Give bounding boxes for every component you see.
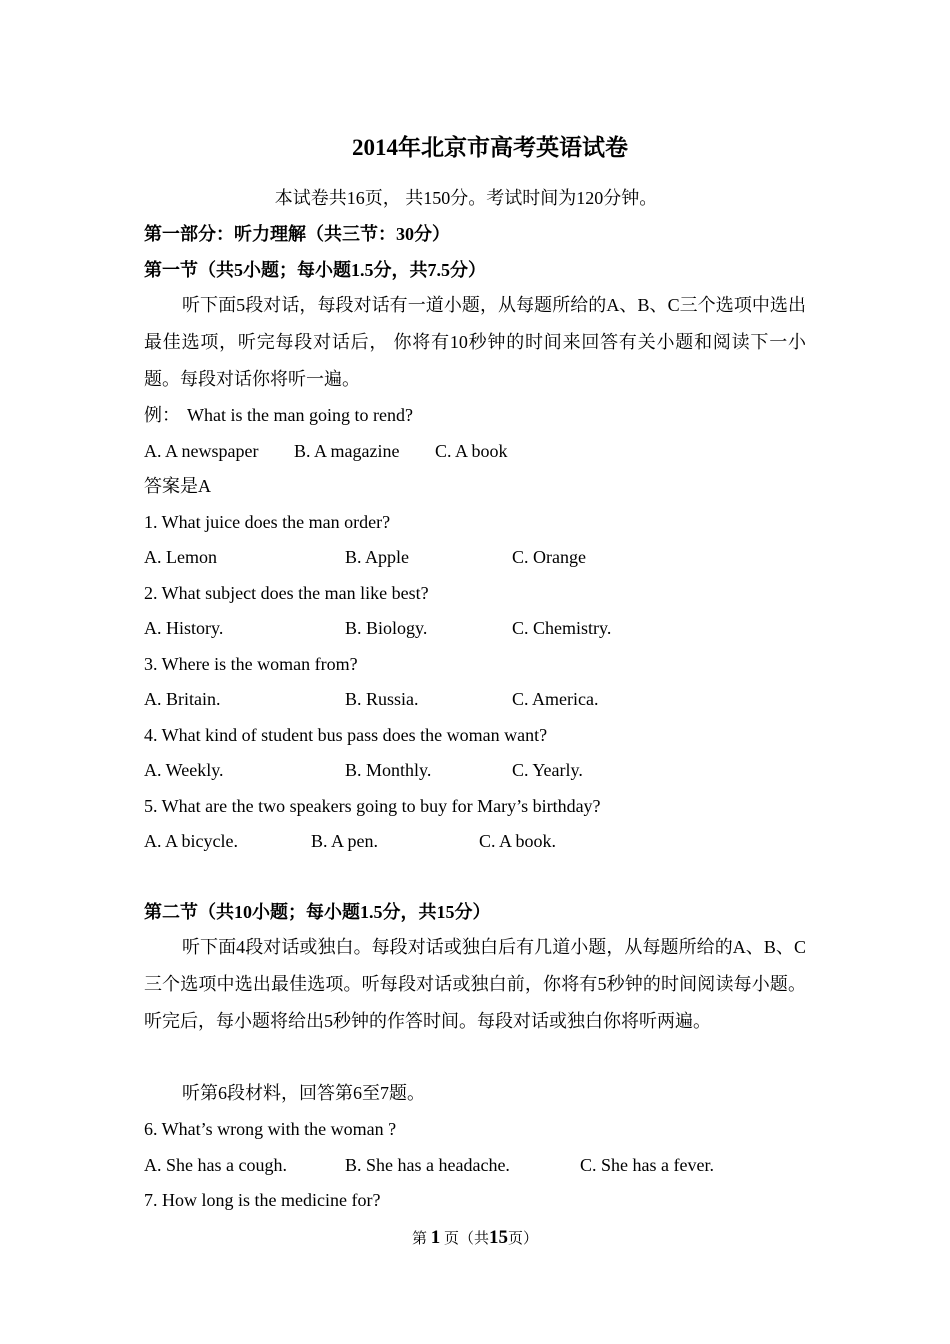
question-2: 2. What subject does the man like best? [144, 583, 429, 603]
example-answer: 答案是A [144, 476, 211, 496]
example-question: What is the man going to rend? [187, 405, 413, 425]
q6-option-c: C. She has a fever. [580, 1155, 714, 1175]
q4-option-a: A. Weekly. [144, 760, 224, 780]
footer-suffix: 页） [508, 1231, 539, 1247]
section1-instructions: 听下面5段对话，每段对话有一道小题，从每题所给的A、B、C三个选项中选出最佳选项，听完每段对话后， 你将有10秒钟的时间来回答有关小题和阅读下一小题。每段对话你将听一遍。 [144, 295, 806, 389]
q6-option-b: B. She has a headache. [345, 1155, 510, 1175]
part1-heading: 第一部分：听力理解（共三节：30分） [144, 224, 450, 244]
footer-total-pages: 15 [489, 1227, 508, 1248]
example-option-b: B. A magazine [294, 441, 400, 461]
exam-info: 本试卷共16页， 共150分。考试时间为120分钟。 [274, 188, 658, 208]
question-6: 6. What’s wrong with the woman ? [144, 1119, 397, 1139]
section2-instructions: 听下面4段对话或独白。每段对话或独白后有几道小题，从每题所给的A、B、C三个选项中选出最佳选项。听每段对话或独白前，你将有5秒钟的时间阅读每小题。听完后，每小题将给出5秒钟的作答时间。每段对话或独白你将听两遍。 [144, 937, 806, 1031]
q6-option-a: A. She has a cough. [144, 1155, 287, 1175]
q2-option-a: A. History. [144, 618, 224, 638]
question-4: 4. What kind of student bus pass does the woman want? [144, 725, 548, 745]
section2-heading: 第二节（共10小题；每小题1.5分，共15分） [144, 902, 491, 922]
q1-option-b: B. Apple [345, 547, 410, 567]
section1-heading: 第一节（共5小题；每小题1.5分，共7.5分） [144, 260, 486, 280]
page-title: 2014年北京市高考英语试卷 [352, 135, 628, 160]
question-7: 7. How long is the medicine for? [144, 1190, 381, 1210]
question-3: 3. Where is the woman from? [144, 654, 358, 674]
q3-option-a: A. Britain. [144, 689, 221, 709]
q1-option-c: C. Orange [512, 547, 586, 567]
footer-middle: 页（共 [443, 1231, 489, 1247]
page-footer [0, 1226, 950, 1251]
example-option-c: C. A book [435, 441, 508, 461]
q2-option-b: B. Biology. [345, 618, 428, 638]
example-option-a: A. A newspaper [144, 441, 259, 461]
q4-option-c: C. Yearly. [512, 760, 583, 780]
example-label: 例： [144, 405, 180, 425]
q4-option-b: B. Monthly. [345, 760, 432, 780]
q5-option-b: B. A pen. [311, 831, 379, 851]
footer-page-number: 1 [430, 1227, 441, 1248]
footer-prefix: 第 [411, 1231, 427, 1247]
material-note: 听第6段材料，回答第6至7题。 [182, 1083, 425, 1103]
question-5: 5. What are the two speakers going to buy for Mary’s birthday? [144, 796, 601, 816]
q5-option-c: C. A book. [479, 831, 557, 851]
q2-option-c: C. Chemistry. [512, 618, 612, 638]
q3-option-b: B. Russia. [345, 689, 419, 709]
q1-option-a: A. Lemon [144, 547, 217, 567]
q3-option-c: C. America. [512, 689, 599, 709]
q5-option-a: A. A bicycle. [144, 831, 238, 851]
question-1: 1. What juice does the man order? [144, 512, 391, 532]
